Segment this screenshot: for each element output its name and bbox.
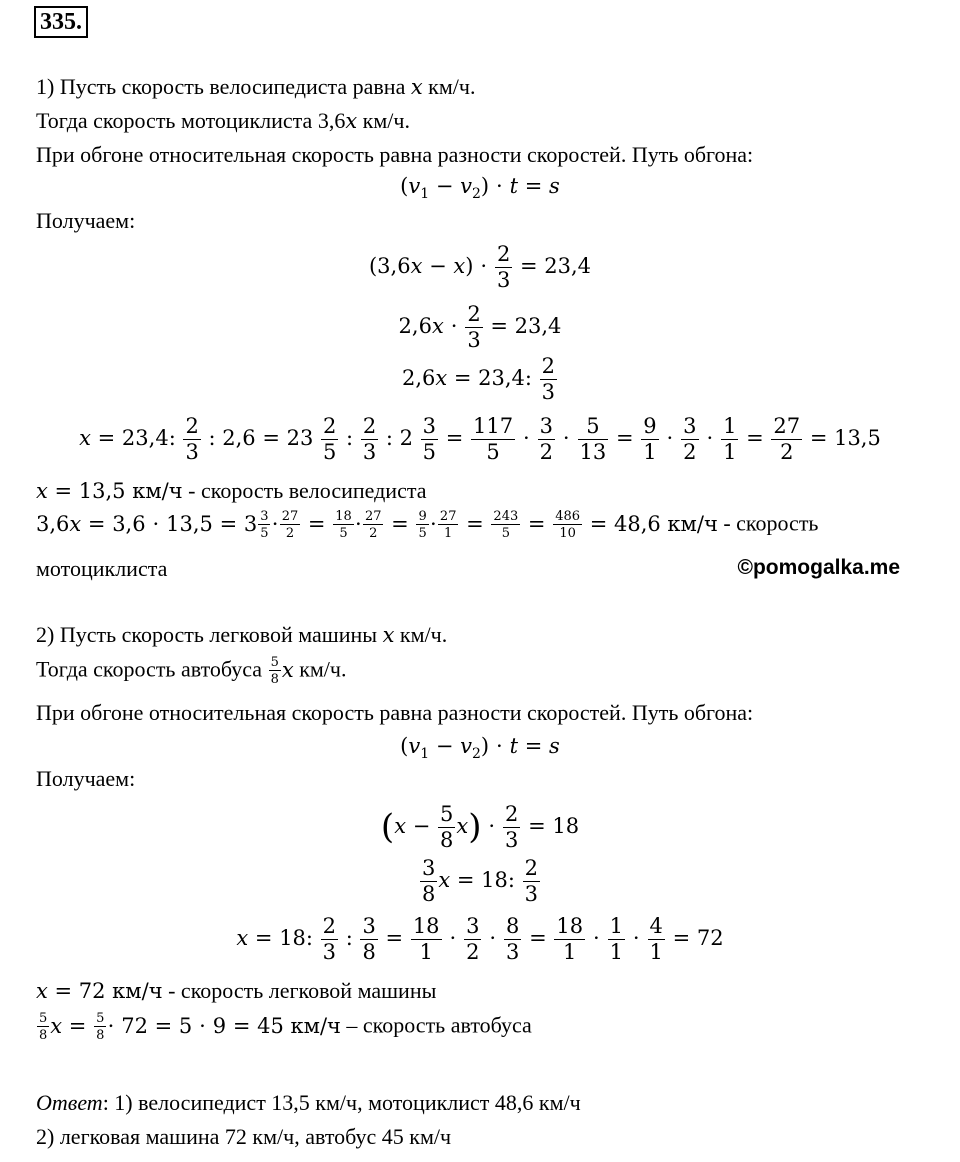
- part2-eq3: x = 18: $\frac{2}{3}$ : $\frac{3}{8}$ = $\frac{18}{1}$ ⋅ $\frac{3}{2}$ ⋅ $\frac{8}{3}$ = $\frac{18}{1}$ ⋅ $\frac{1}{1}$ ⋅ $\frac{4}{1}$ = 72: [236, 914, 724, 964]
- part2-eq1: (x − $\frac{5}{8}$ x) ⋅ $\frac{2}{3}$ = 18: [380, 802, 580, 852]
- part2-gets: Получаем:: [36, 766, 136, 791]
- answer-line2: 2) легковая машина 72 км/ч, автобус 45 км/ч: [36, 1124, 452, 1149]
- part2-line3: При обгоне относительная скорость равна разности скоростей. Путь обгона:: [36, 700, 754, 725]
- part2-formula-path: $(v_1 - v_2) \cdot t = s$: [400, 734, 560, 763]
- part2-line2: Тогда скорость автобуса $\frac{5}{8}$ x км/ч.: [36, 655, 347, 687]
- part1-line1: 1) Пусть скорость велосипедиста равна x км/ч.: [36, 74, 476, 99]
- part1-result-cyclist: x = 13,5 км/ч - скорость велосипедиста: [36, 478, 427, 503]
- part1-eq4: x = 23,4: $\frac{2}{3}$ : 2,6 = 23 $\frac{2}{5}$ : $\frac{2}{3}$ : 2 $\frac{3}{5}$ = $\frac{117}{5}$ ⋅ $\frac{3}{2}$ ⋅ $\frac{5}{13}$ = $\frac{9}{1}$ ⋅ $\frac{3}{2}$ ⋅ $\frac{1}{1}$ = $\frac{27}{2}$ = 13,5: [79, 414, 881, 464]
- problem-number: 335.: [34, 6, 88, 38]
- part1-line2: Тогда скорость мотоциклиста 3,6x км/ч.: [36, 108, 410, 133]
- part1-result-moto-2: мотоциклиста: [36, 556, 168, 581]
- part2-eq2: $\frac{3}{8}$ x = 18: $\frac{2}{3}$: [421, 856, 538, 906]
- part1-result-moto: 3,6x = 3,6 ⋅ 13,5 = 3 $\frac{3}{5}$ ⋅ $\frac{27}{2}$ = $\frac{18}{5}$ ⋅ $\frac{27}{2}$ = $\frac{9}{5}$ ⋅ $\frac{27}{1}$ = $\frac{243}{5}$ = $\frac{486}{10}$ = 48,6 км/ч - скорость: [36, 509, 819, 541]
- part1-eq2: 2,6x ⋅ $\frac{2}{3}$ = 23,4: [398, 302, 562, 352]
- answer-line1: Ответ: 1) велосипедист 13,5 км/ч, мотоциклист 48,6 км/ч: [36, 1090, 581, 1115]
- part2-result-car: x = 72 км/ч - скорость легковой машины: [36, 978, 437, 1003]
- part1-eq3: 2,6x = 23,4: $\frac{2}{3}$: [401, 354, 556, 404]
- watermark: ©pomogalka.me: [737, 556, 900, 579]
- part1-line3: При обгоне относительная скорость равна разности скоростей. Путь обгона:: [36, 142, 754, 167]
- part1-gets: Получаем:: [36, 208, 136, 233]
- part2-result-bus: $\frac{5}{8}$ x = $\frac{5}{8}$ ⋅ 72 = 5 ⋅ 9 = 45 км/ч – скорость автобуса: [39, 1011, 532, 1043]
- part1-eq1: (3,6x − x) ⋅ $\frac{2}{3}$ = 23,4: [368, 242, 592, 292]
- part2-line1: 2) Пусть скорость легковой машины x км/ч.: [36, 622, 448, 647]
- part1-formula-path: $(v_1 - v_2) \cdot t = s$: [400, 174, 560, 203]
